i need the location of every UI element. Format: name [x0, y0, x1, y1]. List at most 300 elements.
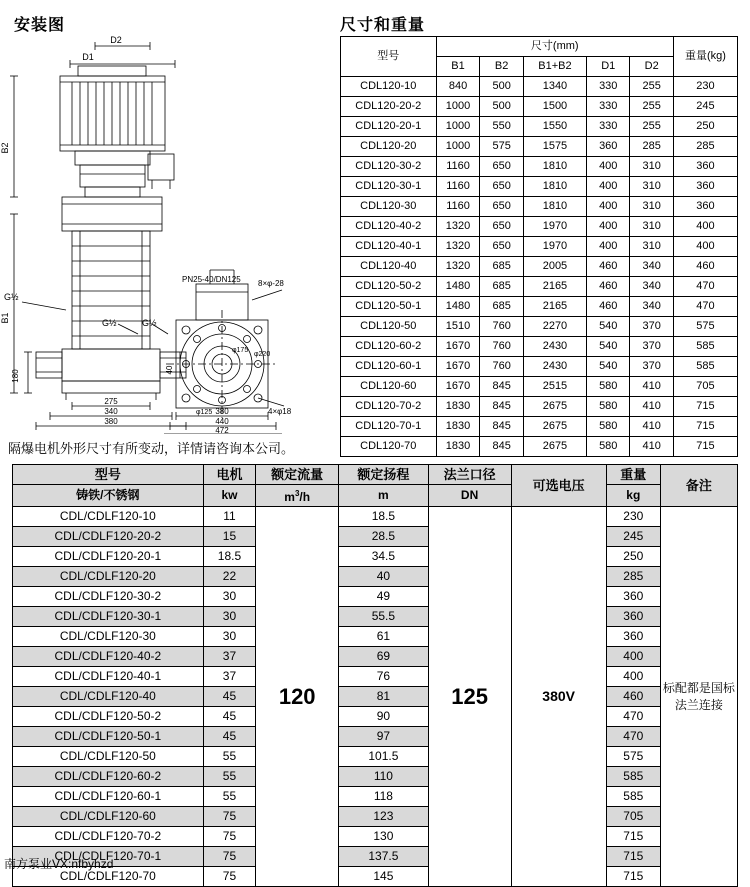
table-row — [341, 77, 738, 97]
spec-cell-head: 28.5 — [339, 527, 429, 547]
dim-cell-value: 760 — [480, 337, 523, 357]
spec-header-remark: 备注 — [660, 465, 737, 507]
dim-cell-model: CDL120-40-2 — [341, 217, 437, 237]
install-drawing-title: 安装图 — [14, 17, 66, 34]
dim-cell-value: 340 — [630, 297, 673, 317]
dim-cell-model: CDL120-30 — [341, 197, 437, 217]
spec-cell-weight: 470 — [606, 727, 660, 747]
table-row — [341, 257, 738, 277]
dim-cell-value: 2515 — [523, 377, 586, 397]
label-d1: D1 — [82, 52, 94, 62]
spec-cell-voltage: 380V — [511, 507, 606, 887]
table-row — [341, 177, 738, 197]
spec-cell-weight: 245 — [606, 527, 660, 547]
dim-cell-value: 500 — [480, 77, 523, 97]
spec-cell-remark: 标配都是国标法兰连接 — [660, 507, 737, 887]
dim-cell-value: 330 — [587, 117, 630, 137]
spec-cell-head: 118 — [339, 787, 429, 807]
spec-table-body — [13, 507, 738, 887]
dim-cell-value: 340 — [630, 277, 673, 297]
table-row — [13, 687, 738, 707]
spec-cell-model: CDL/CDLF120-30-2 — [13, 587, 204, 607]
dim-cell-value: 1970 — [523, 237, 586, 257]
spec-cell-model: CDL/CDLF120-50 — [13, 747, 204, 767]
dim-cell-model: CDL120-20 — [341, 137, 437, 157]
spec-cell-motor-kw: 45 — [203, 687, 256, 707]
dim-cell-value: 1160 — [436, 197, 480, 217]
table-row — [341, 377, 738, 397]
dim-header-b2: B2 — [480, 57, 523, 77]
spec-cell-head: 34.5 — [339, 547, 429, 567]
dim-cell-value: 410 — [630, 377, 673, 397]
spec-header-flange: 法兰口径 — [428, 465, 511, 485]
dim-cell-value: 310 — [630, 217, 673, 237]
spec-cell-head: 110 — [339, 767, 429, 787]
dim-cell-value: 1480 — [436, 277, 480, 297]
dim-cell-value: 310 — [630, 237, 673, 257]
dim-cell-model: CDL120-30-2 — [341, 157, 437, 177]
table-row — [13, 627, 738, 647]
spec-cell-weight: 400 — [606, 647, 660, 667]
spec-cell-model: CDL/CDLF120-40-1 — [13, 667, 204, 687]
table-row — [341, 117, 738, 137]
dim-cell-value: 470 — [673, 277, 737, 297]
explosion-proof-note: 隔爆电机外形尺寸有所变动，详情请咨询本公司。 — [8, 441, 295, 456]
dim-cell-value: 410 — [630, 437, 673, 457]
table-row — [13, 607, 738, 627]
spec-cell-model: CDL/CDLF120-20-1 — [13, 547, 204, 567]
dim-cell-value: 685 — [480, 297, 523, 317]
label-380-left: 380 — [104, 417, 118, 426]
dim-cell-value: 285 — [673, 137, 737, 157]
label-380-right: 380 — [215, 407, 229, 416]
table-row — [341, 237, 738, 257]
dim-cell-value: 400 — [587, 237, 630, 257]
spec-cell-weight: 585 — [606, 787, 660, 807]
dim-cell-value: 550 — [480, 117, 523, 137]
spec-header-weight: 重量 — [606, 465, 660, 485]
dim-cell-value: 360 — [673, 177, 737, 197]
spec-cell-head: 81 — [339, 687, 429, 707]
dim-cell-value: 460 — [673, 257, 737, 277]
spec-cell-weight: 360 — [606, 587, 660, 607]
dim-cell-value: 1830 — [436, 417, 480, 437]
dim-cell-model: CDL120-60-1 — [341, 357, 437, 377]
dim-cell-value: 650 — [480, 237, 523, 257]
spec-cell-motor-kw: 30 — [203, 587, 256, 607]
dim-cell-value: 2165 — [523, 297, 586, 317]
spec-cell-head: 69 — [339, 647, 429, 667]
dim-cell-value: 845 — [480, 417, 523, 437]
dim-cell-value: 245 — [673, 97, 737, 117]
dim-cell-value: 580 — [587, 377, 630, 397]
table-row — [13, 727, 738, 747]
dim-cell-value: 760 — [480, 357, 523, 377]
dim-cell-value: 340 — [630, 257, 673, 277]
dim-cell-value: 1670 — [436, 377, 480, 397]
dim-cell-value: 650 — [480, 197, 523, 217]
spec-cell-head: 101.5 — [339, 747, 429, 767]
spec-header-model: 型号 — [13, 465, 204, 485]
spec-subheader-weight: kg — [606, 485, 660, 507]
dim-cell-value: 1320 — [436, 257, 480, 277]
spec-header-voltage: 可选电压 — [511, 465, 606, 507]
table-row — [13, 507, 738, 527]
dim-cell-value: 1000 — [436, 97, 480, 117]
table-row — [13, 867, 738, 887]
dim-cell-value: 360 — [673, 157, 737, 177]
table-row — [13, 707, 738, 727]
dim-cell-value: 310 — [630, 197, 673, 217]
dim-cell-value: 685 — [480, 277, 523, 297]
dim-cell-value: 360 — [587, 137, 630, 157]
dim-cell-model: CDL120-10 — [341, 77, 437, 97]
label-b1: B1 — [0, 312, 10, 324]
spec-cell-weight: 585 — [606, 767, 660, 787]
dim-cell-value: 540 — [587, 317, 630, 337]
dim-cell-value: 2675 — [523, 417, 586, 437]
spec-cell-head: 97 — [339, 727, 429, 747]
dim-cell-value: 685 — [480, 257, 523, 277]
dim-cell-value: 400 — [587, 217, 630, 237]
spec-subheader-row — [13, 485, 738, 507]
table-row — [341, 317, 738, 337]
spec-cell-weight: 715 — [606, 847, 660, 867]
dim-cell-value: 2165 — [523, 277, 586, 297]
dim-cell-value: 500 — [480, 97, 523, 117]
dim-cell-value: 2430 — [523, 357, 586, 377]
dim-cell-value: 410 — [630, 397, 673, 417]
spec-cell-model: CDL/CDLF120-50-1 — [13, 727, 204, 747]
spec-header-head: 额定扬程 — [339, 465, 429, 485]
dim-cell-value: 575 — [480, 137, 523, 157]
dim-cell-value: 1320 — [436, 237, 480, 257]
dim-cell-value: 650 — [480, 217, 523, 237]
dim-cell-value: 575 — [673, 317, 737, 337]
label-bolt-4: 4×φ18 — [268, 407, 292, 416]
spec-header-motor: 电机 — [203, 465, 256, 485]
dim-cell-value: 715 — [673, 437, 737, 457]
dim-header-b1b2: B1+B2 — [523, 57, 586, 77]
dim-cell-value: 1500 — [523, 97, 586, 117]
dim-cell-value: 360 — [673, 197, 737, 217]
label-d2: D2 — [110, 35, 122, 45]
spec-cell-head: 130 — [339, 827, 429, 847]
dim-cell-value: 460 — [587, 257, 630, 277]
dim-cell-value: 330 — [587, 97, 630, 117]
dim-cell-value: 255 — [630, 77, 673, 97]
table-row — [341, 437, 738, 457]
spec-cell-motor-kw: 55 — [203, 767, 256, 787]
spec-cell-head: 76 — [339, 667, 429, 687]
spec-cell-model: CDL/CDLF120-40 — [13, 687, 204, 707]
spec-cell-weight: 360 — [606, 607, 660, 627]
dim-cell-value: 1575 — [523, 137, 586, 157]
spec-cell-motor-kw: 11 — [203, 507, 256, 527]
table-row — [13, 847, 738, 867]
dim-header-size-group: 尺寸(mm) — [436, 37, 673, 57]
spec-subheader-flange: DN — [428, 485, 511, 507]
dim-cell-value: 845 — [480, 397, 523, 417]
spec-cell-model: CDL/CDLF120-70 — [13, 867, 204, 887]
label-275: 275 — [104, 397, 118, 406]
spec-cell-motor-kw: 18.5 — [203, 547, 256, 567]
label-dia-220: φ220 — [254, 351, 271, 358]
spec-subheader-motor: kw — [203, 485, 256, 507]
spec-header-row — [13, 465, 738, 485]
dim-cell-model: CDL120-40-1 — [341, 237, 437, 257]
dimension-table-wrap — [340, 36, 738, 457]
spec-cell-motor-kw: 75 — [203, 867, 256, 887]
dim-cell-model: CDL120-30-1 — [341, 177, 437, 197]
table-row — [13, 747, 738, 767]
dim-header-d1: D1 — [587, 57, 630, 77]
table-row — [341, 157, 738, 177]
spec-cell-model: CDL/CDLF120-50-2 — [13, 707, 204, 727]
dim-cell-model: CDL120-50-2 — [341, 277, 437, 297]
footer-watermark: 南方泵业VX:nfbyhzd — [4, 857, 114, 871]
table-row — [13, 647, 738, 667]
dim-header-b1: B1 — [436, 57, 480, 77]
dim-cell-value: 1810 — [523, 157, 586, 177]
dim-header-weight: 重量(kg) — [673, 37, 737, 77]
table-row — [13, 527, 738, 547]
spec-cell-model: CDL/CDLF120-10 — [13, 507, 204, 527]
spec-cell-flow: 120 — [256, 507, 339, 887]
dim-cell-value: 705 — [673, 377, 737, 397]
table-row — [341, 97, 738, 117]
dim-cell-value: 650 — [480, 177, 523, 197]
dim-cell-value: 2675 — [523, 397, 586, 417]
spec-table-wrap — [12, 464, 738, 887]
dimension-table-title: 尺寸和重量 — [340, 17, 426, 34]
dim-cell-model: CDL120-50 — [341, 317, 437, 337]
table-row — [341, 357, 738, 377]
dim-cell-value: 310 — [630, 177, 673, 197]
label-180: 180 — [11, 369, 20, 383]
label-bolt-8: 8×φ-28 — [258, 279, 284, 288]
spec-subheader-flow: $m^3/h$ — [256, 485, 339, 507]
spec-cell-model: CDL/CDLF120-20 — [13, 567, 204, 587]
label-g-half-1: G½ — [4, 292, 19, 302]
spec-cell-weight: 470 — [606, 707, 660, 727]
spec-cell-motor-kw: 30 — [203, 607, 256, 627]
dim-cell-value: 255 — [630, 117, 673, 137]
dimension-table — [340, 36, 738, 457]
dim-cell-value: 580 — [587, 437, 630, 457]
spec-cell-head: 18.5 — [339, 507, 429, 527]
dim-cell-value: 585 — [673, 337, 737, 357]
spec-cell-weight: 715 — [606, 867, 660, 887]
dim-cell-value: 400 — [587, 177, 630, 197]
table-row — [341, 217, 738, 237]
table-row — [13, 787, 738, 807]
spec-subheader-head: m — [339, 485, 429, 507]
spec-cell-motor-kw: 45 — [203, 707, 256, 727]
spec-cell-weight: 715 — [606, 827, 660, 847]
spec-cell-head: 90 — [339, 707, 429, 727]
spec-cell-weight: 575 — [606, 747, 660, 767]
label-flange-spec: PN25-40/DN125 — [182, 275, 241, 284]
spec-cell-model: CDL/CDLF120-70-1 — [13, 847, 204, 867]
table-row — [341, 297, 738, 317]
spec-cell-model: CDL/CDLF120-30-1 — [13, 607, 204, 627]
dim-cell-value: 460 — [587, 277, 630, 297]
dim-cell-value: 1510 — [436, 317, 480, 337]
dim-header-d2: D2 — [630, 57, 673, 77]
dim-cell-value: 1830 — [436, 437, 480, 457]
dim-cell-value: 1670 — [436, 337, 480, 357]
spec-cell-motor-kw: 75 — [203, 807, 256, 827]
spec-cell-head: 49 — [339, 587, 429, 607]
dim-cell-value: 1810 — [523, 177, 586, 197]
dim-cell-value: 540 — [587, 357, 630, 377]
table-row — [13, 827, 738, 847]
dim-cell-model: CDL120-60 — [341, 377, 437, 397]
spec-table — [12, 464, 738, 887]
dim-cell-value: 1810 — [523, 197, 586, 217]
spec-cell-head: 145 — [339, 867, 429, 887]
spec-cell-motor-kw: 55 — [203, 787, 256, 807]
spec-cell-weight: 250 — [606, 547, 660, 567]
table-row — [13, 567, 738, 587]
table-row — [13, 547, 738, 567]
dim-cell-model: CDL120-70-1 — [341, 417, 437, 437]
dim-cell-value: 1670 — [436, 357, 480, 377]
table-row — [13, 767, 738, 787]
dim-cell-model: CDL120-50-1 — [341, 297, 437, 317]
dim-cell-value: 1000 — [436, 137, 480, 157]
dim-cell-model: CDL120-20-1 — [341, 117, 437, 137]
spec-cell-head: 55.5 — [339, 607, 429, 627]
spec-cell-head: 61 — [339, 627, 429, 647]
dim-cell-value: 715 — [673, 417, 737, 437]
table-row — [341, 137, 738, 157]
dim-cell-model: CDL120-60-2 — [341, 337, 437, 357]
dim-cell-value: 845 — [480, 437, 523, 457]
spec-cell-motor-kw: 15 — [203, 527, 256, 547]
spec-cell-weight: 705 — [606, 807, 660, 827]
spec-cell-motor-kw: 22 — [203, 567, 256, 587]
spec-cell-motor-kw: 37 — [203, 647, 256, 667]
dim-cell-value: 400 — [587, 197, 630, 217]
dim-cell-value: 650 — [480, 157, 523, 177]
dim-cell-value: 1340 — [523, 77, 586, 97]
spec-cell-motor-kw: 45 — [203, 727, 256, 747]
dim-cell-value: 470 — [673, 297, 737, 317]
spec-cell-head: 137.5 — [339, 847, 429, 867]
dim-cell-value: 370 — [630, 317, 673, 337]
table-row — [341, 277, 738, 297]
dim-cell-value: 840 — [436, 77, 480, 97]
table-row — [13, 667, 738, 687]
label-440: 440 — [215, 417, 229, 426]
spec-cell-motor-kw: 37 — [203, 667, 256, 687]
table-row — [13, 807, 738, 827]
spec-cell-model: CDL/CDLF120-30 — [13, 627, 204, 647]
label-40: 40 — [165, 365, 174, 375]
label-472: 472 — [215, 426, 229, 434]
dim-cell-value: 2270 — [523, 317, 586, 337]
dim-cell-value: 1970 — [523, 217, 586, 237]
spec-cell-weight: 460 — [606, 687, 660, 707]
table-row — [341, 397, 738, 417]
spec-cell-flange: 125 — [428, 507, 511, 887]
spec-header-flow: 额定流量 — [256, 465, 339, 485]
spec-cell-model: CDL/CDLF120-20-2 — [13, 527, 204, 547]
spec-cell-head: 123 — [339, 807, 429, 827]
dim-cell-model: CDL120-20-2 — [341, 97, 437, 117]
spec-subheader-model: 铸铁/不锈钢 — [13, 485, 204, 507]
table-row — [13, 587, 738, 607]
dim-cell-value: 760 — [480, 317, 523, 337]
dim-cell-value: 585 — [673, 357, 737, 377]
spec-cell-motor-kw: 30 — [203, 627, 256, 647]
dim-cell-value: 580 — [587, 417, 630, 437]
table-row — [341, 197, 738, 217]
label-b2: B2 — [0, 142, 10, 154]
dim-cell-value: 400 — [587, 157, 630, 177]
spec-cell-head: 40 — [339, 567, 429, 587]
dimension-table-body — [341, 77, 738, 457]
dim-cell-value: 460 — [587, 297, 630, 317]
spec-cell-weight: 285 — [606, 567, 660, 587]
dim-cell-value: 1160 — [436, 157, 480, 177]
spec-cell-weight: 360 — [606, 627, 660, 647]
dim-cell-model: CDL120-70-2 — [341, 397, 437, 417]
dim-cell-value: 1830 — [436, 397, 480, 417]
dim-cell-value: 310 — [630, 157, 673, 177]
dim-cell-value: 285 — [630, 137, 673, 157]
spec-cell-motor-kw: 55 — [203, 747, 256, 767]
dim-cell-value: 410 — [630, 417, 673, 437]
spec-cell-motor-kw: 75 — [203, 827, 256, 847]
dim-cell-value: 845 — [480, 377, 523, 397]
dim-cell-value: 2005 — [523, 257, 586, 277]
dim-cell-value: 330 — [587, 77, 630, 97]
dim-cell-model: CDL120-40 — [341, 257, 437, 277]
dim-cell-model: CDL120-70 — [341, 437, 437, 457]
dim-cell-value: 1480 — [436, 297, 480, 317]
spec-cell-model: CDL/CDLF120-70-2 — [13, 827, 204, 847]
dim-cell-value: 1000 — [436, 117, 480, 137]
dim-cell-value: 400 — [673, 217, 737, 237]
dim-cell-value: 715 — [673, 397, 737, 417]
dim-cell-value: 2675 — [523, 437, 586, 457]
dim-cell-value: 1160 — [436, 177, 480, 197]
dim-cell-value: 400 — [673, 237, 737, 257]
dim-cell-value: 370 — [630, 357, 673, 377]
dim-cell-value: 255 — [630, 97, 673, 117]
dim-cell-value: 1320 — [436, 217, 480, 237]
table-row — [341, 337, 738, 357]
table-header-row — [341, 37, 738, 57]
spec-cell-model: CDL/CDLF120-60-1 — [13, 787, 204, 807]
dim-cell-value: 1550 — [523, 117, 586, 137]
label-dia-175: φ175 — [232, 347, 249, 354]
dim-cell-value: 250 — [673, 117, 737, 137]
installation-drawing — [0, 34, 330, 434]
spec-cell-weight: 230 — [606, 507, 660, 527]
dim-cell-value: 540 — [587, 337, 630, 357]
dim-cell-value: 370 — [630, 337, 673, 357]
spec-cell-model: CDL/CDLF120-60-2 — [13, 767, 204, 787]
dim-cell-value: 230 — [673, 77, 737, 97]
spec-cell-weight: 400 — [606, 667, 660, 687]
label-340: 340 — [104, 407, 118, 416]
label-g-half-3: G½ — [142, 318, 157, 328]
dim-cell-value: 2430 — [523, 337, 586, 357]
